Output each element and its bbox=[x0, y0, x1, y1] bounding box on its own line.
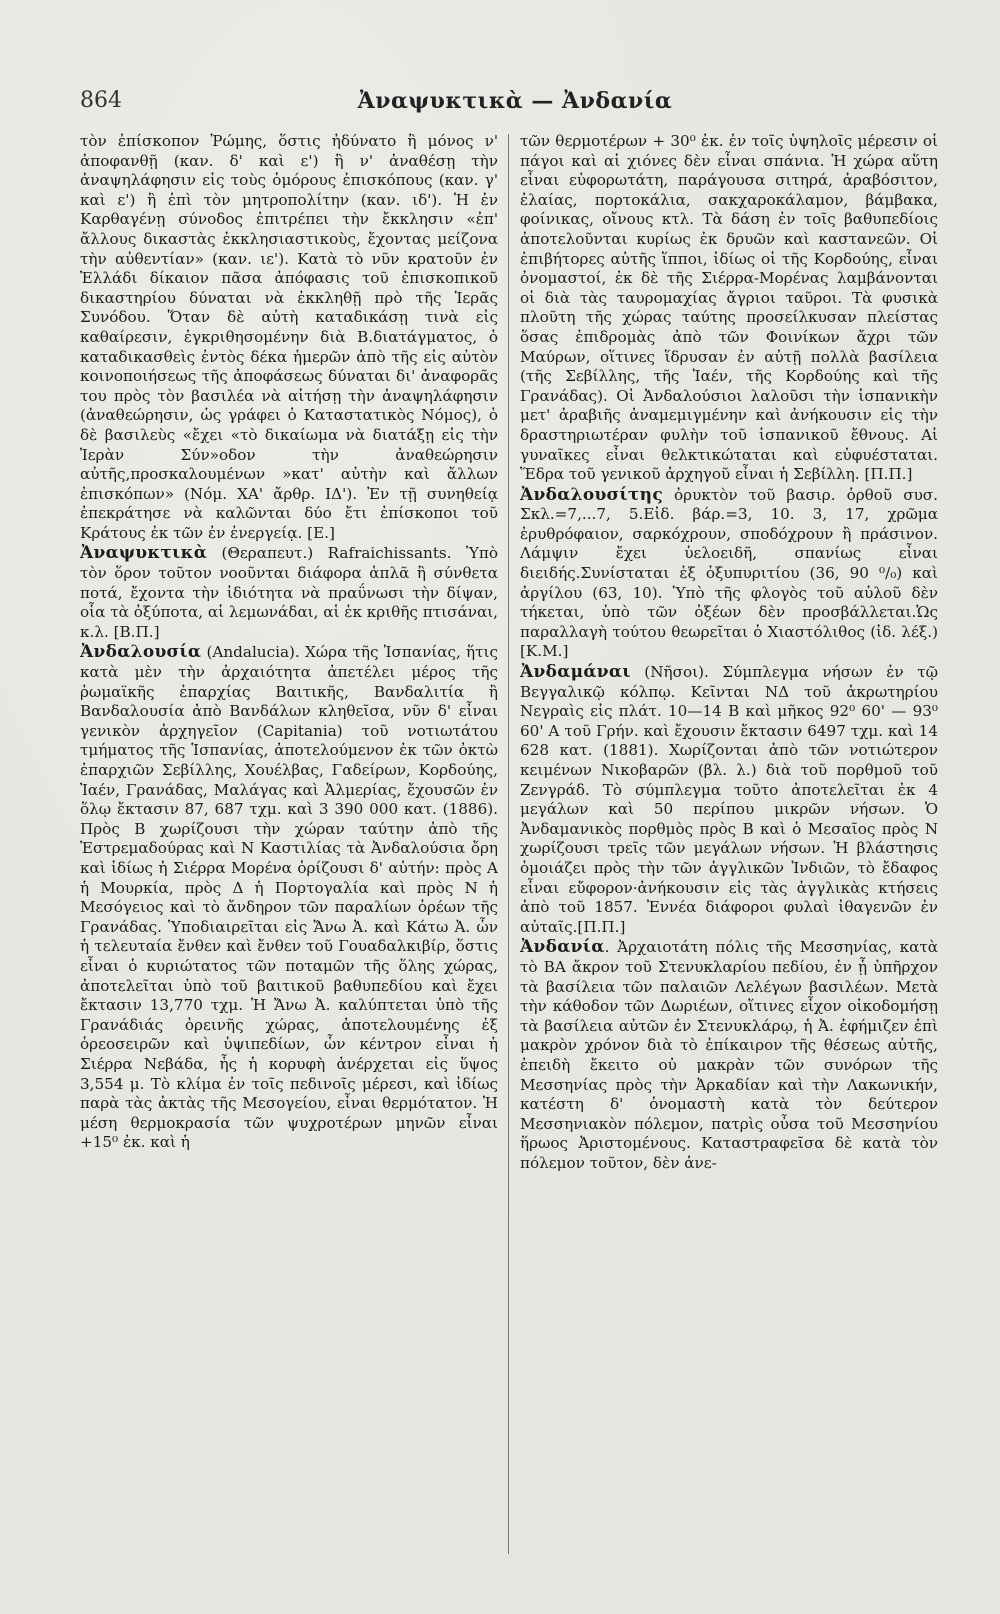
entry-headword: Ἀναψυκτικὰ bbox=[80, 543, 208, 564]
left-column bbox=[80, 132, 498, 1592]
entry-continuation bbox=[520, 132, 938, 485]
entry-andalousitis bbox=[520, 486, 938, 662]
entry-andalousia bbox=[80, 643, 498, 1152]
page-header bbox=[80, 88, 950, 118]
entry-andamanai bbox=[520, 663, 938, 937]
entry-headword: Ἀνδαλουσία bbox=[80, 642, 202, 663]
entry-text: τὸν ἐπίσκοπον Ῥώμης, ὅστις ἠδύνατο ἢ μόνος ν' ἀποφανθῇ (καν. δ' καὶ ε') ἢ ν' ἀναθέσῃ τὴν ἀναψηλάφησιν εἰς τοὺς ὁμόρους ἐπισκόπους (καν. γ' καὶ ε') ἢ ἐπὶ τὸν μητροπολίτην (καν. ιδ'). Ἡ ἐν Καρθαγένῃ σύνοδος ἐπιτρέπει τὴν ἔκκλησιν «ἐπ' ἄλλους δικαστὰς ἐκκλησιαστικοὺς, ἔχοντας μείζονα τὴν αὐθεντίαν» (καν. ιε'). Κατὰ τὸ νῦν κρατοῦν ἐν Ἑλλάδι δίκαιον πᾶσα ἀπόφασις τοῦ ἐπισκοπικοῦ δικαστηρίου δύναται νὰ ἐκκληθῇ πρὸ τῆς Ἱερᾶς Συνόδου. Ὅταν δὲ αὐτὴ καταδικάσῃ τινὰ εἰς καθαίρεσιν, ἐγκριθησομένην διὰ Β.διατάγματος, ὁ καταδικασθεὶς ἐντὸς δέκα ἡμερῶν ἀπὸ τῆς εἰς αὐτὸν κοινοποιήσεως τῆς ἀποφάσεως δύναται δι' ἀναφορᾶς του πρὸς τὸν βασιλέα νὰ αἰτήσῃ τὴν ἀναψηλάφησιν (ἀναθεώρησιν, ὡς γράφει ὁ Καταστατικὸς Νόμος), ὁ δὲ βασιλεὺς «ἔχει «τὸ δικαίωμα νὰ διατάξῃ εἰς τὴν Ἱερὰν Σύν»οδον τὴν ἀναθεώρησιν αὐτῆς,προσκαλουμένων »κατ' αὐτὴν καὶ ἄλλων ἐπισκόπων» (Νόμ. ΧΑ' ἄρθρ. ΙΔ'). Ἐν τῇ συνηθείᾳ ἐπεκράτησε νὰ καλῶνται δύο ἔτι ἐπίσκοποι τοῦ Κράτους ἐκ τῶν ἐν ἐνεργείᾳ. [Ε.] bbox=[80, 132, 498, 542]
entry-text: τῶν θερμοτέρων + 30⁰ ἐκ. ἐν τοῖς ὑψηλοῖς μέρεσιν οἱ πάγοι καὶ αἱ χιόνες δὲν εἶναι σπάνια. Ἡ χώρα αὕτη εἶναι εὐφορωτάτη, παράγουσα σιτηρά, ἀραβόσιτον, ἐλαίας, πορτοκάλια, σακχαροκάλαμον, βάμβακα, φοίνικας, οἴνους κτλ. Τὰ δάση ἐν τοῖς βαθυπεδίοις ἀποτελοῦνται κυρίως ἐκ δρυῶν καὶ καστανεῶν. Οἱ ἐπιβήτορες αὐτῆς ἵπποι, ἰδίως οἱ τῆς Κορδούης, εἶναι ὀνομαστοί, ἐκ δὲ τῆς Σιέρρα-Μορένας λαμβάνονται οἱ διὰ τὰς ταυρομαχίας ἄγριοι ταῦροι. Τὰ φυσικὰ πλοῦτη τῆς χώρας ταύτης προσείλκυσαν πλείστας ὅσας ἐπιδρομὰς ἀπὸ τῶν Φοινίκων ἄχρι τῶν Μαύρων, οἵτινες ἵδρυσαν ἐν αὐτῇ πολλὰ βασίλεια (τῆς Σεβίλλης, τῆς Ἰαέν, τῆς Κορδούης καὶ τῆς Γρανάδας). Οἱ Ἀνδαλούσιοι λαλοῦσι τὴν ἱσπανικὴν μετ' ἀραβιῆς ἀναμεμιγμένην καὶ ἀνήκουσιν εἰς τὴν δραστηριωτέραν φυλὴν τοῦ ἱσπανικοῦ ἔθνους. Αἱ γυναῖκες εἶναι θελκτικώταται καὶ εὐφυέσταται. Ἕδρα τοῦ γενικοῦ ἀρχηγοῦ εἶναι ἡ Σεβίλλη. [Π.Π.] bbox=[520, 132, 938, 484]
column-divider bbox=[508, 134, 509, 1554]
entry-text: (Θεραπευτ.) Rafraichissants. Ὑπὸ τὸν ὅρον τοῦτον νοοῦνται διάφορα ἁπλᾶ ἢ σύνθετα ποτά, ἔχοντα τὴν ἰδιότητα νὰ πραΰνωσι τὴν δίψαν, οἷα τὰ ὀξύποτα, αἱ λεμωνάδαι, αἱ ἐκ κριθῆς πτισάναι, κ.λ. [Β.Π.] bbox=[80, 544, 498, 641]
entry-text: (Νῆσοι). Σύμπλεγμα νήσων ἐν τῷ Βεγγαλικῷ κόλπῳ. Κεῖνται ΝΔ τοῦ ἀκρωτηρίου Νεγραὶς εἰς πλάτ. 10—14 Β καὶ μῆκος 92⁰ 60' — 93⁰ 60' Α τοῦ Γρήν. καὶ ἔχουσιν ἔκτασιν 6497 τχμ. καὶ 14 628 κατ. (1881). Χωρίζονται ἀπὸ τῶν νοτιώτερον κειμένων Νικοβαρῶν (βλ. λ.) διὰ τοῦ πορθμοῦ τοῦ Ζενγράδ. Τὸ σύμπλεγμα τοῦτο ἀποτελεῖται ἐκ 4 μεγάλων καὶ 50 περίπου μικρῶν νήσων. Ὁ Ἀνδαμανικὸς πορθμὸς πρὸς Β καὶ ὁ Μεσαῖος πρὸς Ν χωρίζουσι τρεῖς τῶν μεγάλων νήσων. Ἡ βλάστησις ὁμοιάζει πρὸς τὴν τῶν ἀγγλικῶν Ἰνδιῶν, τὸ ἔδαφος εἶναι εὔφορον·ἀνήκουσιν εἰς τὰς ἀγγλικὰς κτήσεις ἀπὸ τοῦ 1857. Ἐννέα διάφοροι φυλαὶ ἰθαγενῶν ἐν αὐταῖς.[Π.Π.] bbox=[520, 663, 938, 936]
entry-continuation bbox=[80, 132, 498, 543]
entry-text: ὀρυκτὸν τοῦ βασιρ. ὀρθοῦ συσ. Σκλ.=7,...7, 5.Εἰδ. βάρ.=3, 10. 3, 17, χρῶμα ἐρυθρόφαιον, σαρκόχρουν, σποδόχρουν ἢ πράσινον. Λάμψιν ἔχει ὑελοειδῆ, σπανίως εἶναι διειδής.Συνίσταται ἐξ ὀξυπυριτίου (36, 90 ⁰/₀) καὶ ἀργίλου (63, 10). Ὑπὸ τῆς φλογὸς τοῦ αὐλοῦ δὲν τήκεται, ὑπὸ τῶν ὀξέων δὲν προσβάλλεται.Ὡς παραλλαγὴ τούτου θεωρεῖται ὁ Χιαστόλιθος (ἰδ. λέξ.) [Κ.Μ.] bbox=[520, 485, 938, 661]
entry-andania bbox=[520, 938, 938, 1173]
entry-text: (Andalucia). Χώρα τῆς Ἱσπανίας, ἥτις κατὰ μὲν τὴν ἀρχαιότητα ἀπετέλει μέρος τῆς ῥωμαϊκῆς ἐπαρχίας Βαιτικῆς, Βανδαλιτία ἢ Βανδαλουσία ἀπὸ Βανδάλων κληθεῖσα, νῦν δ' εἶναι γενικὸν ἀρχηγεῖον (Capitania) τοῦ νοτιωτάτου τμήματος τῆς Ἱσπανίας, ἀποτελούμενον ἐκ τῶν ὀκτὼ ἐπαρχιῶν Σεβίλλης, Χουέλβας, Γαδείρων, Κορδούης, Ἰαέν, Γρανάδας, Μαλάγας καὶ Ἀλμερίας, ἔχουσῶν ἐν ὅλῳ ἔκτασιν 87, 687 τχμ. καὶ 3 390 000 κατ. (1886). Πρὸς Β χωρίζουσι τὴν χώραν ταύτην ἀπὸ τῆς Ἐστρεμαδούρας καὶ Ν Καστιλίας τὰ Ἀνδαλούσια ὄρη καὶ ἰδίως ἡ Σιέρρα Μορένα ὁρίζουσι δ' αὐτήν: πρὸς Α ἡ Μουρκία, πρὸς Δ ἡ Πορτογαλία καὶ πρὸς Ν ἡ Μεσόγειος καὶ τὸ ἄνδηρον τῶν παραλίων ὀρέων τῆς Γρανάδας. Ὑποδιαιρεῖται εἰς Ἄνω Ἀ. καὶ Κάτω Ἀ. ὧν ἡ τελευταία ἔνθεν καὶ ἔνθεν τοῦ Γουαδαλκιβίρ, ὅστις εἶναι ὁ κυριώτατος τῶν ποταμῶν τῆς ὅλης χώρας, ἀποτελεῖται ὑπὸ τοῦ βαιτικοῦ βαθυπεδίου καὶ ἔχει ἔκτασιν 13,770 τχμ. Ἡ Ἄνω Ἀ. καλύπτεται ὑπὸ τῆς Γρανάδιάς ὀρεινῆς χώρας, ἀποτελουμένης ἐξ ὀρεοσειρῶν καὶ ὑψιπεδίων, ὧν κέντρον εἶναι ἡ Σιέρρα Νεβάδα, ἧς ἡ κορυφὴ ἀνέρχεται εἰς ὕψος 3,554 μ. Τὸ κλίμα ἐν τοῖς πεδινοῖς μέρεσι, καὶ ἰδίως παρὰ τὰς ἀκτὰς τῆς Μεσογείου, εἶναι θερμότατον. Ἡ μέση θερμοκρασία τῶν ψυχροτέρων μηνῶν εἶναι +15⁰ ἐκ. καὶ ἡ bbox=[80, 643, 498, 1152]
entry-text: . Ἀρχαιοτάτη πόλις τῆς Μεσσηνίας, κατὰ τὸ ΒΑ ἄκρον τοῦ Στενυκλαρίου πεδίου, ἐν ᾗ ὑπῆρχον τὰ βασίλεια τῶν παλαιῶν Λελέγων βασιλέων. Μετὰ τὴν κάθοδον τῶν Δωριέων, οἵτινες εἶχον οἰκοδομήσῃ τὰ βασίλεια αὐτῶν ἐν Στενυκλάρῳ, ἡ Ἀ. ἐφήμιζεν ἐπὶ μακρὸν χρόνον διὰ τὸ ἐπίκαιρον τῆς θέσεως αὐτῆς, ἐπειδὴ ἔκειτο οὐ μακρὰν τῶν συνόρων τῆς Μεσσηνίας πρὸς τὴν Ἀρκαδίαν καὶ τὴν Λακωνικήν, κατέστη δ' ὀνομαστὴ κατὰ τὸν δεύτερον Μεσσηνιακὸν πόλεμον, πατρὶς οὖσα τοῦ Μεσσηνίου ἥρωος Ἀριστομένους. Καταστραφεῖσα δὲ κατὰ τὸν πόλεμον τοῦτον, δὲν ἀνε- bbox=[520, 938, 938, 1172]
entry-headword: Ἀνδαμάναι bbox=[520, 662, 631, 683]
page-number: 864 bbox=[80, 88, 122, 113]
running-head: Ἀναψυκτικὰ — Ἀνδανία bbox=[357, 88, 673, 114]
entry-headword: Ἀνδανία bbox=[520, 937, 605, 958]
right-column bbox=[520, 132, 938, 1592]
entry-anapsyktika bbox=[80, 544, 498, 642]
entry-headword: Ἀνδαλουσίτης bbox=[520, 484, 663, 505]
